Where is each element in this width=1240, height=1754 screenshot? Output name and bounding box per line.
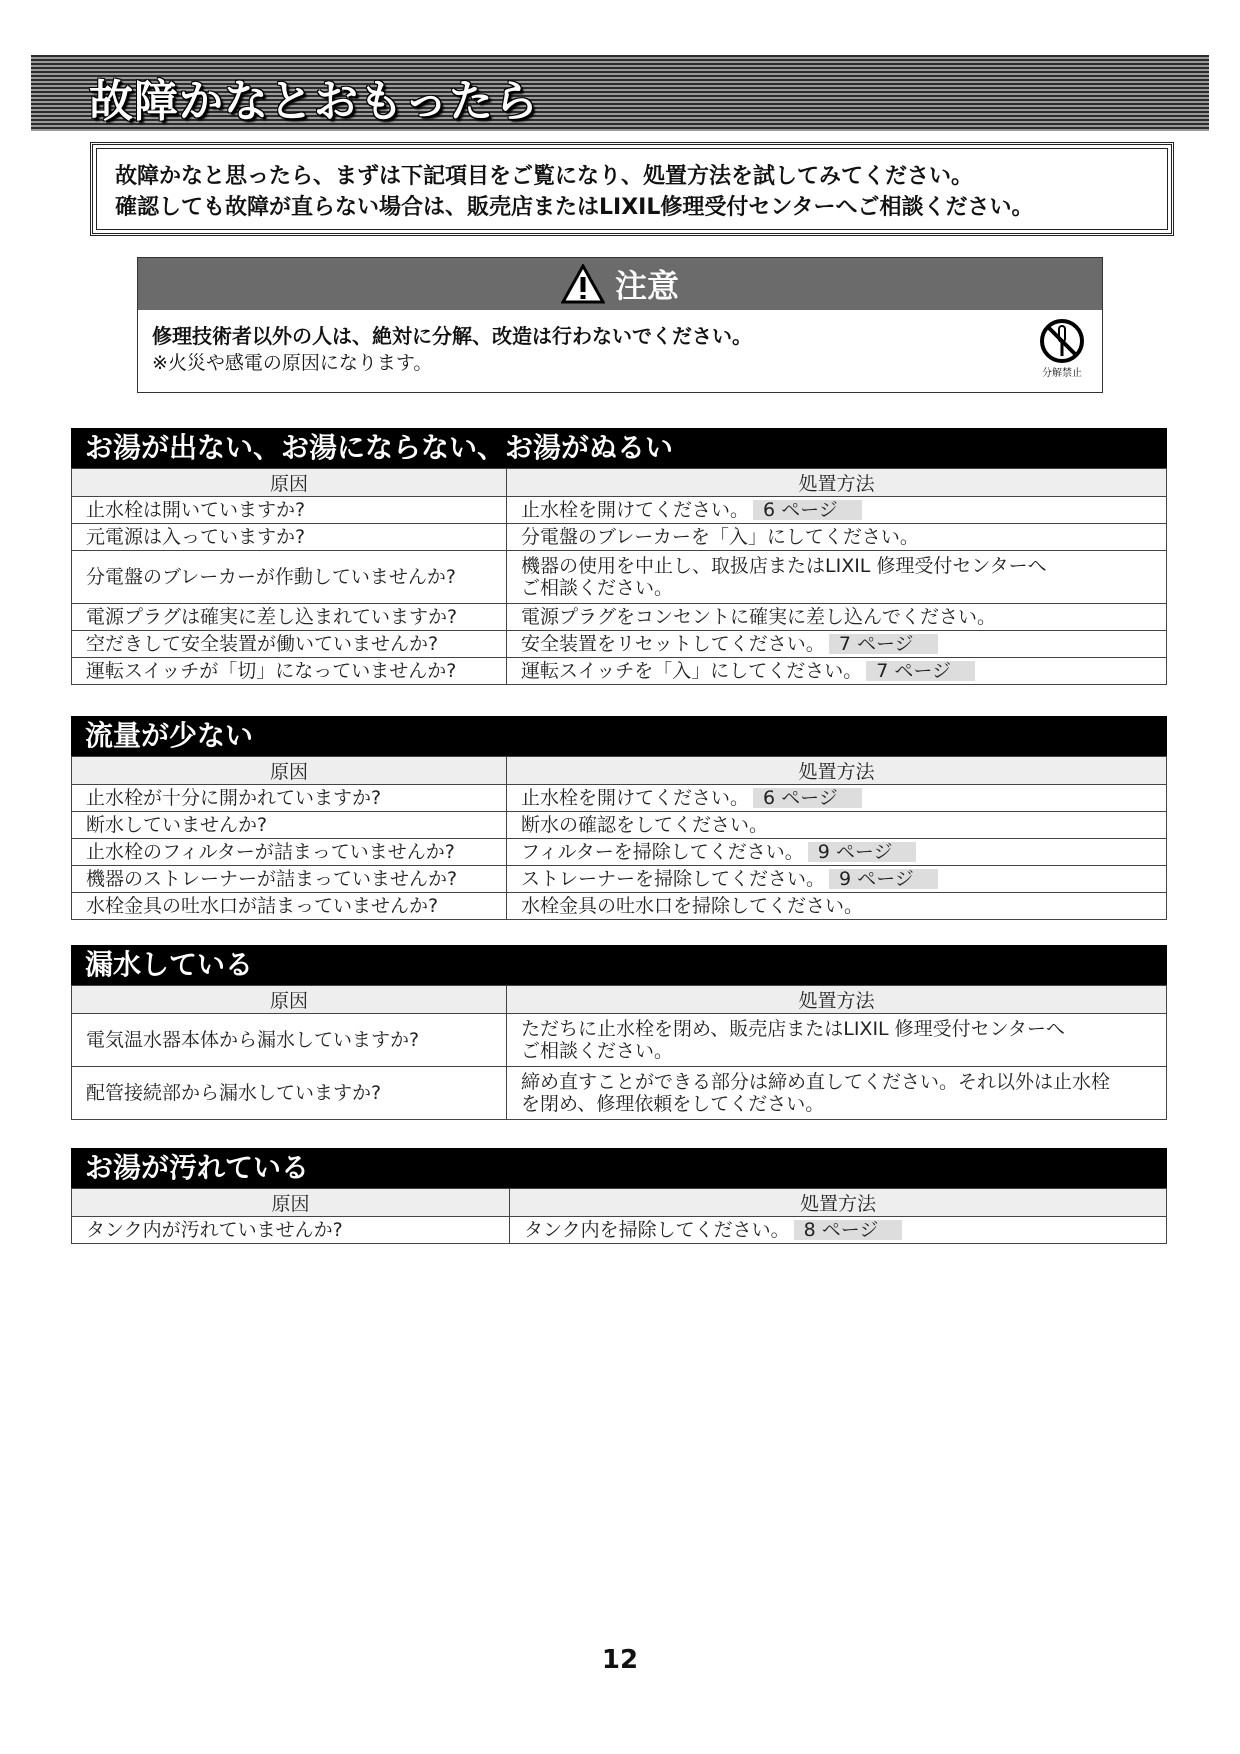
cause-cell: 電源プラグは確実に差し込まれていますか? — [72, 604, 507, 631]
page-reference: 9 ページ — [829, 869, 938, 889]
remedy-cell — [507, 631, 1167, 658]
header-remedy: 処置方法 — [507, 469, 1167, 497]
remedy-cell — [507, 866, 1167, 893]
intro-box — [90, 142, 1174, 236]
troubleshooting-table — [71, 468, 1167, 685]
cause-cell: 電気温水器本体から漏水していますか? — [72, 1014, 507, 1067]
cause-cell: 水栓金具の吐水口が詰まっていませんか? — [72, 893, 507, 920]
page-number: 12 — [601, 1645, 639, 1675]
remedy-text: フィルターを掃除してください。 — [521, 841, 804, 863]
table-header-row — [72, 1189, 1167, 1217]
table-row — [72, 551, 1167, 604]
table-row — [72, 658, 1167, 685]
header-cause: 原因 — [72, 986, 507, 1014]
no-disassembly-icon — [1039, 318, 1085, 364]
caution-note: ※火災や感電の原因になります。 — [152, 352, 433, 374]
no-disassembly-mark — [1036, 318, 1088, 380]
remedy-text: タンク内を掃除してください。 — [524, 1219, 790, 1241]
cause-cell: 止水栓は開いていますか? — [72, 497, 507, 524]
remedy-cell — [510, 1217, 1167, 1244]
cause-cell: 止水栓のフィルターが詰まっていませんか? — [72, 839, 507, 866]
table-row — [72, 1014, 1167, 1067]
header-cause: 原因 — [72, 469, 507, 497]
remedy-text: 止水栓を開けてください。 — [521, 787, 750, 809]
page-reference: 9 ページ — [808, 842, 917, 862]
cause-cell: 断水していませんか? — [72, 812, 507, 839]
remedy-text: ただちに止水栓を閉め、販売店またはLIXIL 修理受付センターへ — [521, 1018, 1065, 1040]
remedy-text: 運転スイッチを「入」にしてください。 — [521, 660, 863, 682]
remedy-text-cont: を閉め、修理依頼をしてください。 — [521, 1093, 825, 1115]
section-title: 流量が少ない — [71, 716, 1167, 756]
table-row — [72, 893, 1167, 920]
caution-box — [137, 257, 1103, 393]
table-header-row — [72, 469, 1167, 497]
table-row — [72, 785, 1167, 812]
table-row — [72, 812, 1167, 839]
caution-header — [138, 258, 1102, 310]
remedy-text: ストレーナーを掃除してください。 — [521, 868, 826, 890]
no-disassembly-label: 分解禁止 — [1042, 368, 1082, 379]
table-row — [72, 604, 1167, 631]
page-title: 故障かなとおもったら — [89, 76, 539, 127]
remedy-cell — [507, 839, 1167, 866]
intro-line-2: 確認しても故障が直らない場合は、販売店またはLIXIL修理受付センターへご相談ください。 — [115, 195, 1034, 220]
table-row — [72, 497, 1167, 524]
remedy-cell — [507, 1067, 1167, 1120]
remedy-cell: 分電盤のブレーカーを「入」にしてください。 — [507, 524, 1167, 551]
table-row — [72, 524, 1167, 551]
page-reference: 7 ページ — [866, 661, 975, 681]
caution-text: 修理技術者以外の人は、絶対に分解、改造は行わないでください。 — [152, 324, 752, 348]
table-row — [72, 1067, 1167, 1120]
page-reference: 7 ページ — [829, 634, 938, 654]
header-remedy: 処置方法 — [510, 1189, 1167, 1217]
remedy-cell — [507, 1014, 1167, 1067]
remedy-text-cont: ご相談ください。 — [521, 1040, 674, 1062]
table-header-row — [72, 757, 1167, 785]
header-remedy: 処置方法 — [507, 986, 1167, 1014]
header-cause: 原因 — [72, 757, 507, 785]
cause-cell: 空だきして安全装置が働いていませんか? — [72, 631, 507, 658]
remedy-text: 安全装置をリセットしてください。 — [521, 633, 825, 655]
section-no-hot-water — [71, 428, 1167, 685]
page-reference: 6 ページ — [753, 788, 862, 808]
cause-cell: 止水栓が十分に開かれていますか? — [72, 785, 507, 812]
page-reference: 8 ページ — [794, 1220, 903, 1240]
remedy-cell: 電源プラグをコンセントに確実に差し込んでください。 — [507, 604, 1167, 631]
remedy-cell — [507, 551, 1167, 604]
table-header-row — [72, 986, 1167, 1014]
remedy-text: 締め直すことができる部分は締め直してください。それ以外は止水栓 — [521, 1071, 1111, 1093]
header-remedy: 処置方法 — [507, 757, 1167, 785]
troubleshooting-table — [71, 985, 1167, 1120]
intro-line-1: 故障かなと思ったら、まずは下記項目をご覧になり、処置方法を試してみてください。 — [115, 164, 974, 189]
cause-cell: 元電源は入っていますか? — [72, 524, 507, 551]
caution-body — [138, 310, 1102, 377]
remedy-cell — [507, 785, 1167, 812]
warning-icon — [561, 264, 605, 304]
table-row — [72, 839, 1167, 866]
page-reference: 6 ページ — [753, 500, 862, 520]
remedy-cell: 水栓金具の吐水口を掃除してください。 — [507, 893, 1167, 920]
cause-cell: 運転スイッチが「切」になっていませんか? — [72, 658, 507, 685]
cause-cell: 配管接続部から漏水していますか? — [72, 1067, 507, 1120]
cause-cell: タンク内が汚れていませんか? — [72, 1217, 510, 1244]
table-row — [72, 1217, 1167, 1244]
remedy-text: 機器の使用を中止し、取扱店またはLIXIL 修理受付センターへ — [521, 555, 1047, 577]
troubleshooting-table — [71, 1188, 1167, 1244]
troubleshooting-table — [71, 756, 1167, 920]
remedy-text: 止水栓を開けてください。 — [521, 499, 750, 521]
remedy-cell: 断水の確認をしてください。 — [507, 812, 1167, 839]
section-title: お湯が出ない、お湯にならない、お湯がぬるい — [71, 428, 1167, 468]
title-bar — [31, 55, 1209, 131]
header-cause: 原因 — [72, 1189, 510, 1217]
remedy-cell — [507, 497, 1167, 524]
table-row — [72, 631, 1167, 658]
table-row — [72, 866, 1167, 893]
section-title: お湯が汚れている — [71, 1148, 1167, 1188]
section-dirty-water — [71, 1148, 1167, 1244]
section-leaking — [71, 945, 1167, 1120]
section-title: 漏水している — [71, 945, 1167, 985]
caution-heading: 注意 — [614, 267, 679, 305]
remedy-text-cont: ご相談ください。 — [521, 577, 674, 599]
section-low-flow — [71, 716, 1167, 920]
cause-cell: 分電盤のブレーカーが作動していませんか? — [72, 551, 507, 604]
cause-cell: 機器のストレーナーが詰まっていませんか? — [72, 866, 507, 893]
remedy-cell — [507, 658, 1167, 685]
